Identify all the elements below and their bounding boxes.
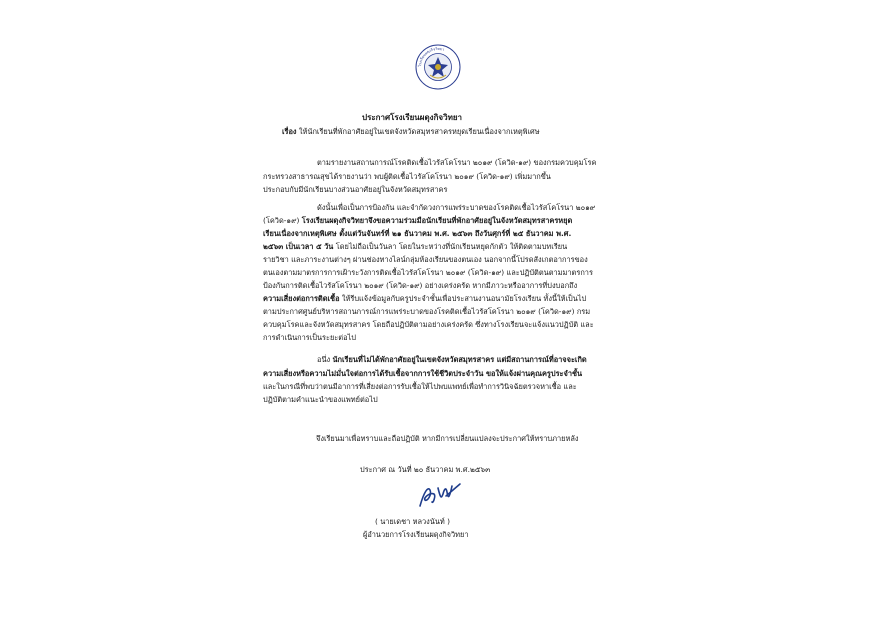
announcement-date: ประกาศ ณ วันที่ ๒๐ ธันวาคม พ.ศ.๒๕๖๓ <box>360 465 491 474</box>
cooperation-request: โรงเรียนผดุงกิจวิทยาจึงขอความร่วมมือนักเรียนที่พักอาศัยอยู่ในจังหวัดสมุทรสาครหยุด <box>301 216 573 225</box>
paragraph-2-line-3: เรียนเนื่องจากเหตุพิเศษ ตั้งแต่วันจันทร์ที่ ๒๑ ธันวาคม พ.ศ. ๒๕๖๓ ถึงวันศุกร์ที่ ๒๕ ธันวาคม พ.ศ. <box>263 229 572 238</box>
paragraph-3-line-1-text: นักเรียนที่ไม่ได้พักอาศัยอยู่ในเขตจังหวัดสมุทรสาคร แต่มีสถานการณ์ที่อาจจะเกิด <box>332 355 587 364</box>
closing-statement: จึงเรียนมาเพื่อทราบและถือปฏิบัติ หากมีการเปลี่ยนแปลงจะประกาศให้ทราบภายหลัง <box>316 434 579 443</box>
paragraph-2-line-8-text: ให้รีบแจ้งข้อมูลกับครูประจำชั้นเพื่อประสานงานอนามัยโรงเรียน ทั้งนี้ให้เป็นไป <box>341 294 587 303</box>
closure-duration: ๒๕๖๓ เป็นเวลา ๕ วัน <box>263 242 334 251</box>
announcement-title: ประกาศโรงเรียนผดุงกิจวิทยา <box>362 113 463 122</box>
paragraph-1-line-2: กระทรวงสาธารณสุขได้รายงานว่า พบผู้ติดเชื้อไวรัสโคโรนา ๒๐๑๙ (โควิด-๑๙) เพิ่มมากขึ้น <box>263 172 551 181</box>
paragraph-2-line-2 <box>263 216 572 226</box>
paragraph-3-line-4: ปฏิบัติตามคำแนะนำของแพทย์ต่อไป <box>263 395 378 404</box>
paragraph-2-line-7: ป้องกันการติดเชื้อไวรัสโคโรนา ๒๐๑๙ (โควิด-๑๙) อย่างเคร่งครัด หากมีภาวะหรืออาการที่บ่งบอกถึง <box>263 281 578 290</box>
paragraph-3-line-1 <box>317 355 587 365</box>
signature-icon <box>416 480 464 510</box>
paragraph-2-line-4 <box>263 242 567 252</box>
infection-risk-label: ความเสี่ยงต่อการติดเชื้อ <box>263 294 340 303</box>
paragraph-2-line-8 <box>263 294 586 304</box>
paragraph-2-line-6: ตนเองตามมาตรการการเฝ้าระวังการติดเชื้อไวรัสโคโรนา ๒๐๑๙ (โควิด-๑๙) และปฏิบัติตนตามมาตรการ <box>263 268 593 277</box>
covid-label: (โควิด-๑๙) <box>263 216 300 225</box>
paragraph-3-line-3: และในกรณีที่พบว่าตนมีอาการที่เสี่ยงต่อการรับเชื้อให้ไปพบแพทย์เพื่อทำการวินิจฉัยตรวจหาเชื้อ และ <box>263 382 577 391</box>
paragraph-1-line-3: ประกอบกับมีนักเรียนบางส่วนอาศัยอยู่ในจังหวัดสมุทรสาคร <box>263 185 448 194</box>
paragraph-2-line-10: ควบคุมโรคและจังหวัดสมุทรสาคร โดยถือปฏิบัติตามอย่างเคร่งครัด ซึ่งทางโรงเรียนจะแจ้งแนวปฏิบัติ และ <box>263 320 594 329</box>
signer-position: ผู้อำนวยการโรงเรียนผดุงกิจวิทยา <box>363 530 469 539</box>
emblem-ring-text: โรงเรียนผดุงกิจวิทยา <box>417 46 445 68</box>
school-emblem-icon <box>415 44 461 90</box>
subject-label: เรื่อง <box>282 127 297 136</box>
paragraph-2-line-4-text: โดยไม่ถือเป็นวันลา โดยในระหว่างที่นักเรียนหยุดกักตัว ให้ติดตามบทเรียน <box>335 242 568 251</box>
subject-line <box>282 127 540 137</box>
paragraph-2-line-1: ดังนั้นเพื่อเป็นการป้องกัน และจำกัดวงการแพร่ระบาดของโรคติดเชื้อไวรัสโคโรนา ๒๐๑๙ <box>317 203 596 212</box>
subject-text: ให้นักเรียนที่พักอาศัยอยู่ในเขตจังหวัดสมุทรสาครหยุดเรียนเนื่องจากเหตุพิเศษ <box>298 127 540 136</box>
paragraph-2-line-5: รายวิชา และภาระงานต่างๆ ผ่านช่องทางไลน์กลุ่มห้องเรียนของตนเอง นอกจากนี้โปรดสังเกตอาการของ <box>263 255 588 264</box>
moreover-label: อนึ่ง <box>317 355 331 364</box>
paragraph-2-line-9: ตามประกาศศูนย์บริหารสถานการณ์การแพร่ระบาดของโรคติดเชื้อไวรัสโคโรนา ๒๐๑๙ (โควิด-๑๙) กรม <box>263 307 591 316</box>
signer-name: ( นายเดชา หลวงนันท์ ) <box>375 517 450 526</box>
paragraph-2-line-11: การดำเนินการเป็นระยะต่อไป <box>263 333 356 342</box>
paragraph-1-line-1: ตามรายงานสถานการณ์โรคติดเชื้อไวรัสโคโรนา ๒๐๑๙ (โควิด-๑๙) ของกรมควบคุมโรค <box>317 158 597 167</box>
paragraph-3-line-2: ความเสี่ยงหรือความไม่มั่นใจต่อการได้รับเชื้อจากการใช้ชีวิตประจำวัน ขอให้แจ้งผ่านคุณครูประจำชั้น <box>263 369 583 378</box>
